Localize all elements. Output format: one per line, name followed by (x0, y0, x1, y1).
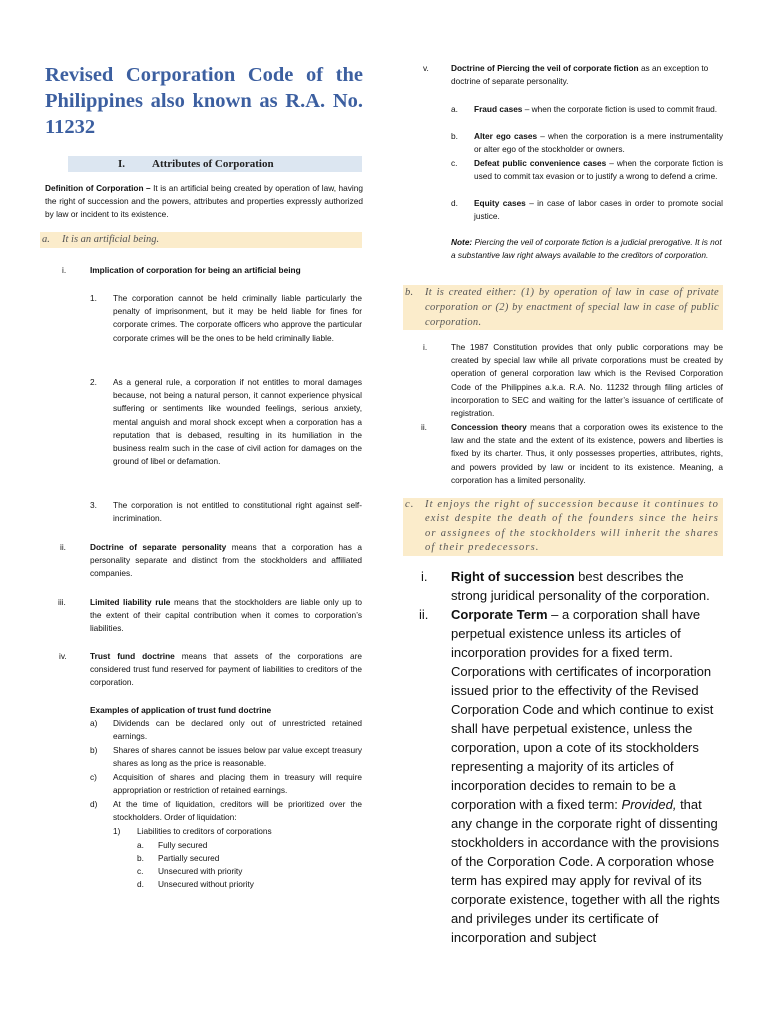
definition-term: Definition of Corporation – (45, 183, 151, 193)
note-paragraph (451, 236, 723, 262)
list-item: As a general rule, a corporation if not entitles to moral damages because, not being a natural person, it cannot experience physical suffering or sentiments like wounded feelings, serious anxiety, mental anguish and moral shock except when a corporation has a reputation that is debased, resulting in its humiliation in the business realm such in the case of civil action for damages on the ground of libel or defamation. (113, 377, 362, 467)
term: Alter ego cases (474, 131, 538, 141)
note-label: Note: (451, 237, 473, 247)
list-marker: b. (451, 131, 458, 141)
list-marker: i. (423, 342, 428, 352)
list-item: At the time of liquidation, creditors will be prioritized over the stockholders. Order of liquidation: (113, 799, 362, 823)
list-item: The corporation cannot be held criminally liable particularly the penalty of imprisonment, but it may be held liable for fines for corporate crimes. The corporate officers who approve the particular corporate crimes will be the ones to be held criminally liable. (113, 293, 362, 343)
list-item (474, 103, 723, 116)
list-marker: a. (451, 104, 458, 114)
list-item (474, 130, 723, 156)
list-marker: d. (137, 879, 144, 889)
provided-emphasis: Provided, (621, 797, 677, 812)
list-marker: iii. (58, 597, 66, 607)
list-marker: 2. (90, 377, 97, 387)
list-marker: ii. (60, 542, 66, 552)
text: means that assets of the corporations are considered trust fund reserved for payment of liabilities to creditors of the corporation. (90, 651, 363, 688)
term: Defeat public convenience cases (474, 158, 607, 168)
text: – in case of labor cases in order to promote social justice. (474, 198, 723, 222)
implication-heading: Implication of corporation for being an artificial being (90, 265, 301, 275)
concession-theory-paragraph (451, 421, 723, 487)
subheading-c (403, 498, 723, 556)
list-item: Shares of shares cannot be issues below par value except treasury shares as long as the price is reasonable. (113, 745, 362, 769)
page-title: Revised Corporation Code of the Philippines also known as R.A. No. 11232 (45, 64, 363, 138)
text: best describes the strong juridical personality of the corporation. (451, 569, 710, 603)
text: means that a corporation has a personality separate and distinct from the stockholders and affiliated companies. (90, 542, 363, 579)
subheading-a-text: It is an artificial being. (62, 234, 160, 245)
list-item: The corporation is not entitled to constitutional right against self-incrimination. (113, 500, 362, 524)
section-number: I. (118, 158, 126, 170)
list-marker: b) (90, 745, 98, 755)
list-marker: ii. (419, 607, 429, 622)
list-marker: a) (90, 718, 98, 728)
definition-paragraph (45, 182, 363, 222)
term: Corporate Term (451, 607, 548, 622)
subheading-a (40, 232, 362, 248)
list-marker: 3. (90, 500, 97, 510)
note-text: Piercing the veil of corporate fiction is a judicial prerogative. It is not a substantive law right always available to the creditors of corporation. (451, 237, 722, 261)
term: Doctrine of separate personality (90, 542, 227, 552)
text: means that a corporation owes its existence to the law and the state and the extent of its existence, powers and liberties is fixed by its charter. Thus, it only possesses properties, attributes, rights, and powers provided by law or incident to its existence. Meaning, a corporation has a limited personality. (451, 422, 723, 485)
separate-personality-paragraph (90, 541, 362, 581)
list-item: Unsecured without priority (158, 879, 254, 889)
list-marker: d) (90, 799, 98, 809)
list-marker: v. (423, 63, 429, 73)
list-item: Liabilities to creditors of corporations (137, 826, 272, 836)
list-item: Partially secured (158, 853, 220, 863)
term: Concession theory (451, 422, 527, 432)
term: Fraud cases (474, 104, 523, 114)
text: – when the corporation is a mere instrumentality or alter ego of the stockholder or owners. (474, 131, 723, 155)
constitution-paragraph: The 1987 Constitution provides that only public corporations may be created by special law while all private corporations must be created by operation of general corporation law which is the Revised Corporation Code of the Philippines a.k.a. R.A. No. 11232 through filing articles of incorporation to SEC and waiting for the latter’s issuance of certificate of registration. (451, 342, 723, 419)
list-marker: i. (62, 265, 67, 275)
text: means that the stockholders are liable only up to the extent of their capital contribution when it comes to corporation’s liabilities. (90, 597, 362, 634)
list-marker: b. (137, 853, 144, 863)
list-item: Acquisition of shares and placing them in treasury will require appropriation or restriction of retained earnings. (113, 772, 362, 796)
list-marker: a. (137, 840, 144, 850)
list-marker: c. (137, 866, 144, 876)
text: – a corporation shall have perpetual existence unless its articles of incorporation provides for a fixed term. Corporations with certificates of incorporation issued prior to the effectivity of the Revised Corporation Code and which continue to exist shall have perpetual existence, unless the corporation, upon a cote of its stockholders representing a majority of its articles of incorporation decides to remain to be a corporation with a fixed term: (451, 607, 714, 812)
term: Doctrine of Piercing the veil of corporate fiction (451, 63, 639, 73)
trust-fund-paragraph (90, 650, 362, 690)
text: that any change in the corporate right of dissenting stockholders in accordance with the provisions of the Corporation Code. A corporation whose term has expired may apply for revival of its corporate existence, together with all the rights and privileges under its certificate of incorporation and subject (451, 797, 720, 945)
section-label: Attributes of Corporation (152, 158, 274, 170)
subheading-a-letter: a. (42, 234, 50, 245)
list-marker: c) (90, 772, 97, 782)
list-marker: ii. (421, 422, 427, 432)
piercing-veil-paragraph (451, 62, 723, 88)
definition-text: It is an artificial being created by operation of law, having the right of succession and the powers, attributes and properties expressly authorized by law or incident to its existence. (45, 183, 363, 220)
section-heading (68, 156, 362, 172)
list-item: Fully secured (158, 840, 208, 850)
term: Trust fund doctrine (90, 651, 175, 661)
subheading-b-letter: b. (405, 287, 414, 298)
list-marker: 1. (90, 293, 97, 303)
term: Equity cases (474, 198, 526, 208)
list-marker: 1) (113, 826, 121, 836)
list-marker: d. (451, 198, 458, 208)
corporate-term-paragraph (451, 605, 723, 947)
text: – when the corporate fiction is used to commit tax evasion or to justify a wrong to defend a crime. (474, 158, 723, 182)
term: Limited liability rule (90, 597, 171, 607)
subheading-c-text: It enjoys the right of succession because it continues to exist despite the death of the founders since the heirs or assignees of the stockholders will inherit the shares of their predecessors. (425, 499, 719, 554)
examples-heading: Examples of application of trust fund doctrine (90, 705, 272, 715)
term: Right of succession (451, 569, 575, 584)
subheading-c-letter: c. (405, 499, 415, 510)
list-item: Dividends can be declared only out of unrestricted retained earnings. (113, 718, 362, 742)
list-marker: iv. (59, 651, 67, 661)
right-of-succession-paragraph (451, 567, 723, 605)
text: as an exception to doctrine of separate personality. (451, 63, 709, 87)
list-item: Unsecured with priority (158, 866, 243, 876)
subheading-b (403, 285, 723, 330)
limited-liability-paragraph (90, 596, 362, 636)
list-marker: c. (451, 158, 458, 168)
subheading-b-text: It is created either: (1) by operation of law in case of private corporation or (2) by enactment of special law in case of public corporation. (425, 287, 719, 328)
list-marker: i. (421, 569, 428, 584)
list-item (474, 157, 723, 183)
list-item (474, 197, 723, 223)
text: – when the corporate fiction is used to commit fraud. (522, 104, 718, 114)
